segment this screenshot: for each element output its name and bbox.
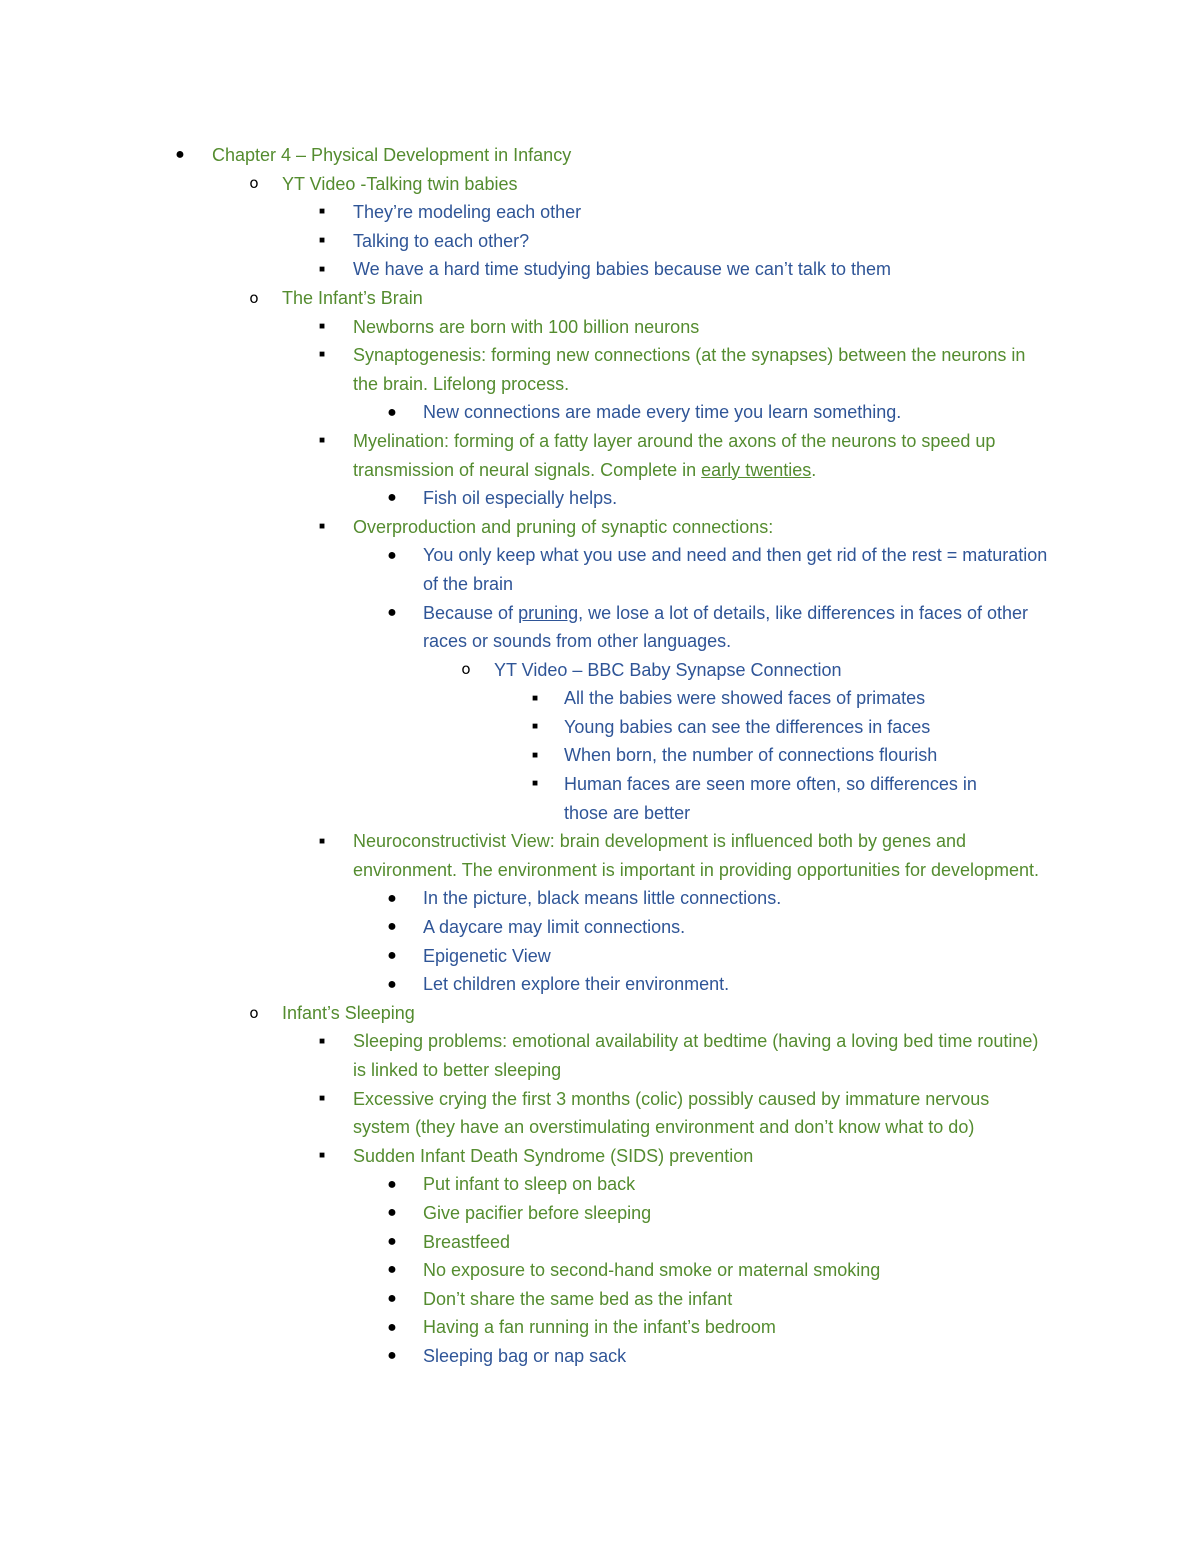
bullet-square-icon: ■ (531, 778, 539, 790)
sub-item (0, 1256, 1200, 1285)
list-item (0, 1027, 1200, 1084)
list-item-text: Sudden Infant Death Syndrome (SIDS) prevention (353, 1145, 754, 1166)
bullet-circle-icon: o (249, 1003, 259, 1022)
video-notes (0, 684, 1200, 827)
list-item (0, 513, 1200, 828)
bullet-dot-icon: ● (387, 946, 397, 964)
bullet-dot-icon: ● (387, 1204, 397, 1222)
section-item (0, 284, 1200, 999)
bullet-square-icon: ■ (531, 692, 539, 704)
sub-items (0, 1170, 1200, 1370)
video-note (0, 770, 1200, 827)
section-title: Infant’s Sleeping (282, 1002, 415, 1023)
sub-item-text: Breastfeed (423, 1231, 511, 1252)
section-items (0, 313, 1200, 999)
section-item (0, 999, 1200, 1371)
sub-item (0, 884, 1200, 913)
bullet-circle-icon: o (461, 660, 471, 679)
video-item (0, 656, 1200, 828)
bullet-square-icon: ■ (531, 749, 539, 761)
sub-item (0, 1285, 1200, 1314)
bullet-dot-icon: ● (387, 1318, 397, 1336)
section-items (0, 198, 1200, 284)
sub-item (0, 398, 1200, 427)
sub-items (0, 484, 1200, 513)
sub-item (0, 970, 1200, 999)
bullet-circle-icon: o (249, 288, 259, 307)
video-note (0, 713, 1200, 742)
bullet-dot-icon: ● (387, 1290, 397, 1308)
list-item-text: We have a hard time studying babies because we can’t talk to them (353, 259, 891, 280)
sub-item-text: A daycare may limit connections. (423, 917, 686, 938)
bullet-dot-icon: ● (387, 975, 397, 993)
sub-items (0, 398, 1200, 427)
bullet-square-icon: ■ (318, 521, 326, 533)
chapter-heading: Chapter 4 – Physical Development in Infancy (212, 145, 572, 165)
section-title: YT Video -Talking twin babies (282, 173, 518, 194)
list-item-text: Excessive crying the first 3 months (colic) possibly caused by immature nervous system (they have an overstimulating environment and don’t know what to do) (353, 1088, 990, 1138)
sub-item-text (423, 599, 1200, 656)
sub-item (0, 1313, 1200, 1342)
text-segment: , we lose a lot of details, like differences in faces of other races or sounds from other languages. (423, 602, 1029, 652)
section-title: The Infant’s Brain (282, 287, 423, 308)
sub-item-text: Fish oil especially helps. (423, 488, 618, 509)
list-item-text: Talking to each other? (353, 230, 530, 251)
bullet-dot-icon: ● (387, 489, 397, 507)
underlined-term: pruning (518, 602, 579, 623)
text-segment: Myelination: forming of a fatty layer around the axons of the neurons to speed up transmission of neural signals. Complete in (353, 430, 996, 480)
underlined-term: early twenties (701, 459, 812, 480)
chapter-sections (0, 170, 1200, 1371)
sub-item-text: Let children explore their environment. (423, 974, 730, 995)
bullet-dot-icon: ● (387, 889, 397, 907)
sub-item (0, 484, 1200, 513)
sub-item-text: You only keep what you use and need and then get rid of the rest = maturation of the brain (423, 545, 1048, 594)
list-item-text (353, 427, 1200, 484)
sub-item-text: New connections are made every time you learn something. (423, 402, 902, 423)
section-item (0, 170, 1200, 284)
bullet-dot-icon: ● (387, 1261, 397, 1279)
video-note-text: All the babies were showed faces of primates (564, 688, 926, 709)
list-item-text: Overproduction and pruning of synaptic connections: (353, 516, 774, 537)
sub-item-text: Give pacifier before sleeping (423, 1202, 652, 1223)
bullet-square-icon: ■ (318, 206, 326, 218)
list-item (0, 341, 1200, 427)
list-item (0, 1142, 1200, 1371)
list-item-text: Neuroconstructivist View: brain development is influenced both by genes and environment. The environment is important in providing opportunities for development. (353, 831, 1040, 880)
list-item (0, 198, 1200, 227)
sub-item-text: Epigenetic View (423, 945, 551, 966)
list-item (0, 227, 1200, 256)
list-item (0, 1085, 1200, 1142)
bullet-square-icon: ■ (318, 435, 326, 447)
sub-item-text: Don’t share the same bed as the infant (423, 1288, 733, 1309)
sub-item (0, 1342, 1200, 1371)
text-segment: . (811, 459, 817, 480)
bullet-square-icon: ■ (531, 721, 539, 733)
bullet-square-icon: ■ (318, 235, 326, 247)
sub-item (0, 1170, 1200, 1199)
bullet-square-icon: ■ (318, 1035, 326, 1047)
sub-item (0, 942, 1200, 971)
bullet-dot-icon: ● (387, 1175, 397, 1193)
bullet-square-icon: ■ (318, 349, 326, 361)
section-items (0, 1027, 1200, 1370)
list-item (0, 313, 1200, 342)
bullet-dot-icon: ● (387, 1347, 397, 1365)
video-note (0, 741, 1200, 770)
text-segment: Because of (423, 602, 519, 623)
sub-item (0, 1228, 1200, 1257)
sub-item-text: In the picture, black means little connections. (423, 888, 782, 909)
bullet-dot-icon: ● (387, 403, 397, 421)
bullet-square-icon: ■ (318, 263, 326, 275)
list-item (0, 255, 1200, 284)
bullet-square-icon: ■ (318, 835, 326, 847)
list-item-text: Sleeping problems: emotional availability at bedtime (having a loving bed time routine) is linked to better sleeping (353, 1031, 1039, 1080)
chapter-item (0, 141, 1200, 1371)
sub-item (0, 1199, 1200, 1228)
sub-item (0, 913, 1200, 942)
bullet-dot-icon: ● (387, 918, 397, 936)
bullet-square-icon: ■ (318, 1150, 326, 1162)
bullet-circle-icon: o (249, 174, 259, 193)
bullet-square-icon: ■ (318, 320, 326, 332)
video-title: YT Video – BBC Baby Synapse Connection (494, 659, 842, 680)
video-note-text: Young babies can see the differences in faces (564, 716, 931, 737)
list-item-text: Synaptogenesis: forming new connections (at the synapses) between the neurons in the brain. Lifelong process. (353, 345, 1026, 394)
bullet-dot-icon: ● (175, 146, 185, 164)
sub-item-text: No exposure to second-hand smoke or maternal smoking (423, 1260, 881, 1281)
list-item-text: Newborns are born with 100 billion neurons (353, 316, 700, 337)
sub-items (0, 884, 1200, 998)
list-item-text: They’re modeling each other (353, 202, 582, 223)
sub-items (0, 541, 1200, 827)
sub-item (0, 541, 1200, 598)
notes-outline (0, 141, 1200, 1371)
list-item (0, 827, 1200, 999)
bullet-dot-icon: ● (387, 603, 397, 621)
sub-item-text: Sleeping bag or nap sack (423, 1345, 627, 1366)
sub-item-text: Having a fan running in the infant’s bedroom (423, 1317, 776, 1338)
sub-item (0, 599, 1200, 828)
bullet-dot-icon: ● (387, 546, 397, 564)
bullet-square-icon: ■ (318, 1092, 326, 1104)
sub-item-text: Put infant to sleep on back (423, 1174, 636, 1195)
video-list (0, 656, 1200, 828)
bullet-dot-icon: ● (387, 1232, 397, 1250)
video-note-text: When born, the number of connections flourish (564, 745, 938, 766)
list-item (0, 427, 1200, 513)
video-note-text: Human faces are seen more often, so differences in those are better (564, 774, 977, 823)
video-note (0, 684, 1200, 713)
